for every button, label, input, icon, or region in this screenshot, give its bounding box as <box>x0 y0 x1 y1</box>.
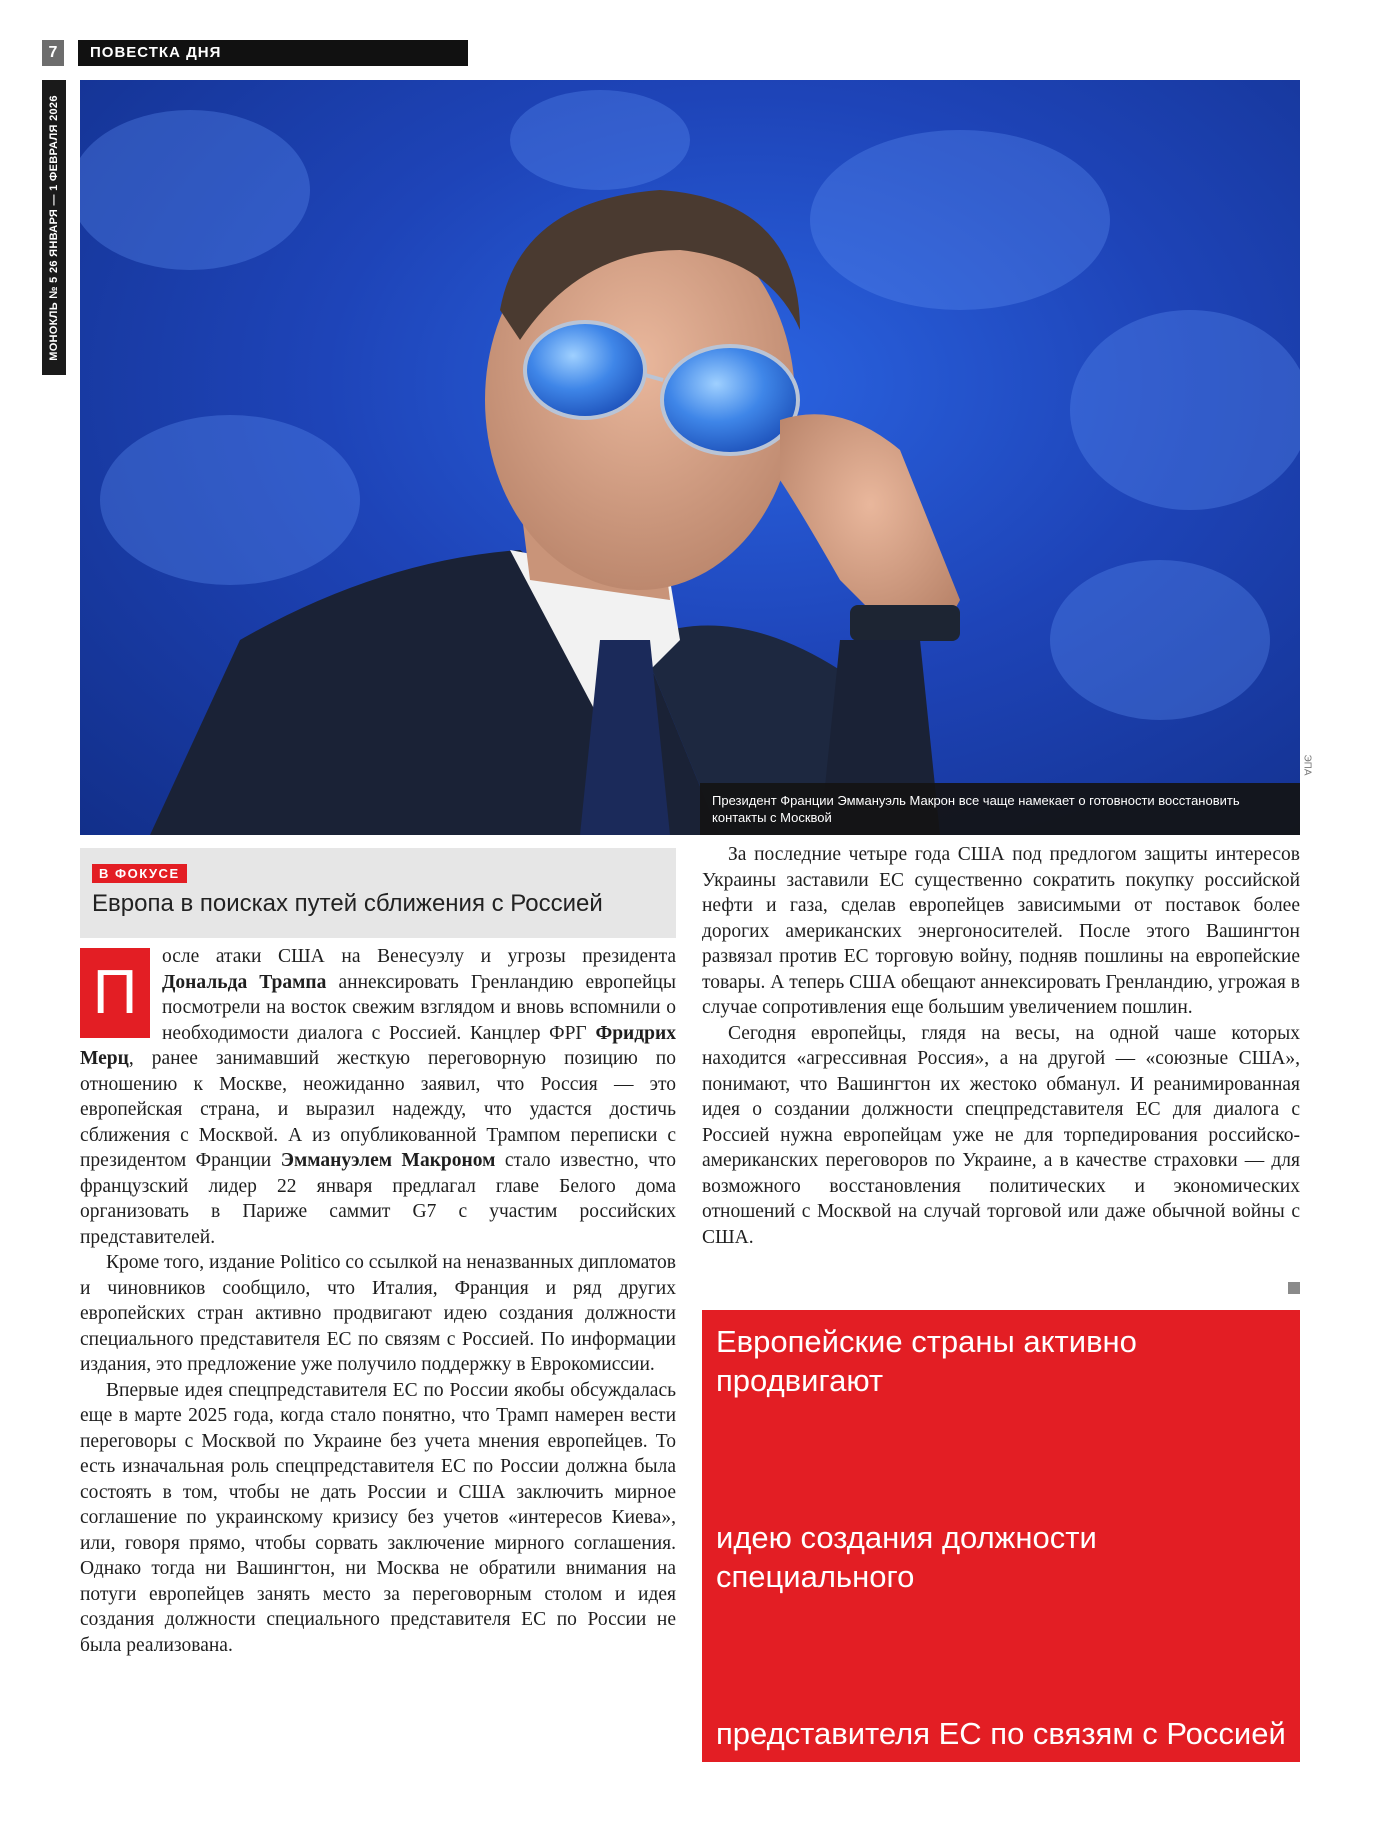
article-paragraph-4: За последние четыре года США под предлогом защиты интересов Украины заставили ЕС существенно сократить покупку российской нефти и газа, сделав европейцев зависимыми от поставок более дорогих американских энергоносителей. После этого Вашингтон развязал против ЕС торговую войну, подняв пошлины на европейские товары. А теперь США обещают аннексировать Гренландию, угрожая в случае сопротивления еще большим увеличением пошлин. <box>702 844 1300 1018</box>
photo-illustration <box>80 80 1300 835</box>
quote-line-2: идею создания должности специального <box>716 1520 1097 1594</box>
quote-line-1: Европейские страны активно продвигают <box>716 1324 1137 1398</box>
p1-text-c: аннексировать Гренландию европейцы посмотрели на восток свежим взглядом и вновь вспомнили о необходимости диалога с Россией. Канцлер ФРГ <box>162 971 676 1044</box>
article-paragraph-3: Впервые идея спецпредставителя ЕС по России якобы обсуждалась еще в марте 2025 года, когда стало понятно, что Трамп намерен вести переговоры с Москвой по Украине без учета мнения европейцев. То есть изначальная роль спецпредставителя ЕС по России должна была состоять в том, чтобы не дать России и США заключить мирное соглашение по украинскому кризису без учетов «интересов Киева», или, говоря прямо, чтобы сорвать заключение мирного соглашения. Однако тогда ни Вашингтон, ни Москва не обратили внимания на потуги европейцев занять место за переговорным столом и идея создания должности специального представителя ЕС по России не была реализована. <box>80 1379 676 1656</box>
pull-quote <box>702 1310 1300 1762</box>
photo-credit-text: ЭПА <box>1301 754 1313 776</box>
p1-bold-merz: Фридрих Мерц <box>80 1022 676 1069</box>
p1-text-a: осле атаки США на Венесуэлу и угрозы президента <box>162 946 676 967</box>
drop-cap: П <box>80 948 150 1038</box>
article-title: Европа в поисках путей сближения с Россией <box>92 890 603 917</box>
p1-bold-macron: Эммануэлем Макроном <box>280 1150 496 1171</box>
article-end-mark <box>1288 1282 1300 1294</box>
issue-info-text: МОНОКЛЬ № 5 26 ЯНВАРЯ — 1 ФЕВРАЛЯ 2026 <box>48 94 60 361</box>
issue-info <box>42 80 66 375</box>
focus-tag: В ФОКУСЕ <box>92 864 187 883</box>
article-paragraph-5: Сегодня европейцы, глядя на весы, на одной чаше которых находится «агрессивная Россия», а на другой — «союзные США», понимают, что Вашингтон их жестоко обманул. И реанимированная идея о создании должности спецпредставителя ЕС для диалога с Россией нужна европейцам уже не для торпедирования российско-американских переговоров по Украине, а в качестве страховки — для возможного восстановления политических и экономических отношений с Москвой на случай торговой или даже обычной войны с США. <box>702 1022 1300 1248</box>
section-header: ПОВЕСТКА ДНЯ <box>78 40 468 66</box>
p1-text-g: стало известно, что французский лидер 22 января предлагал главе Белого дома организовать в Париже саммит G7 с участим российских представителей. <box>80 1150 676 1248</box>
p1-bold-trump: Дональда Трампа <box>162 971 327 993</box>
photo-credit <box>1300 745 1314 785</box>
article-column-right <box>702 842 1300 1250</box>
page-number: 7 <box>42 40 64 66</box>
quote-line-3: представителя ЕС по связям с Россией <box>716 1716 1286 1751</box>
photo-caption: Президент Франции Эммануэль Макрон все чаще намекает о готовности восстановить контакты с Москвой <box>700 783 1300 835</box>
focus-box <box>80 848 676 938</box>
article-photo <box>80 80 1300 835</box>
article-paragraph-2: Кроме того, издание Politico со ссылкой на неназванных дипломатов и чиновников сообщило, что Италия, Франция и ряд других европейских стран активно продвигают идею создания должности специального представителя ЕС по связям с Россией. По информации издания, это предложение уже получило поддержку в Еврокомиссии. <box>80 1252 676 1375</box>
p1-text-e: , ранее занимавший жесткую переговорную позицию по отношению к Москве, неожиданно заявил, что Россия — это европейская страна, и выразил надежду, что удастся достичь сближения с Москвой. А из опубликованной Трампом переписки с президентом Франции <box>80 1048 676 1171</box>
article-column-left <box>80 944 676 1658</box>
article-paragraph-1 <box>80 944 676 1250</box>
